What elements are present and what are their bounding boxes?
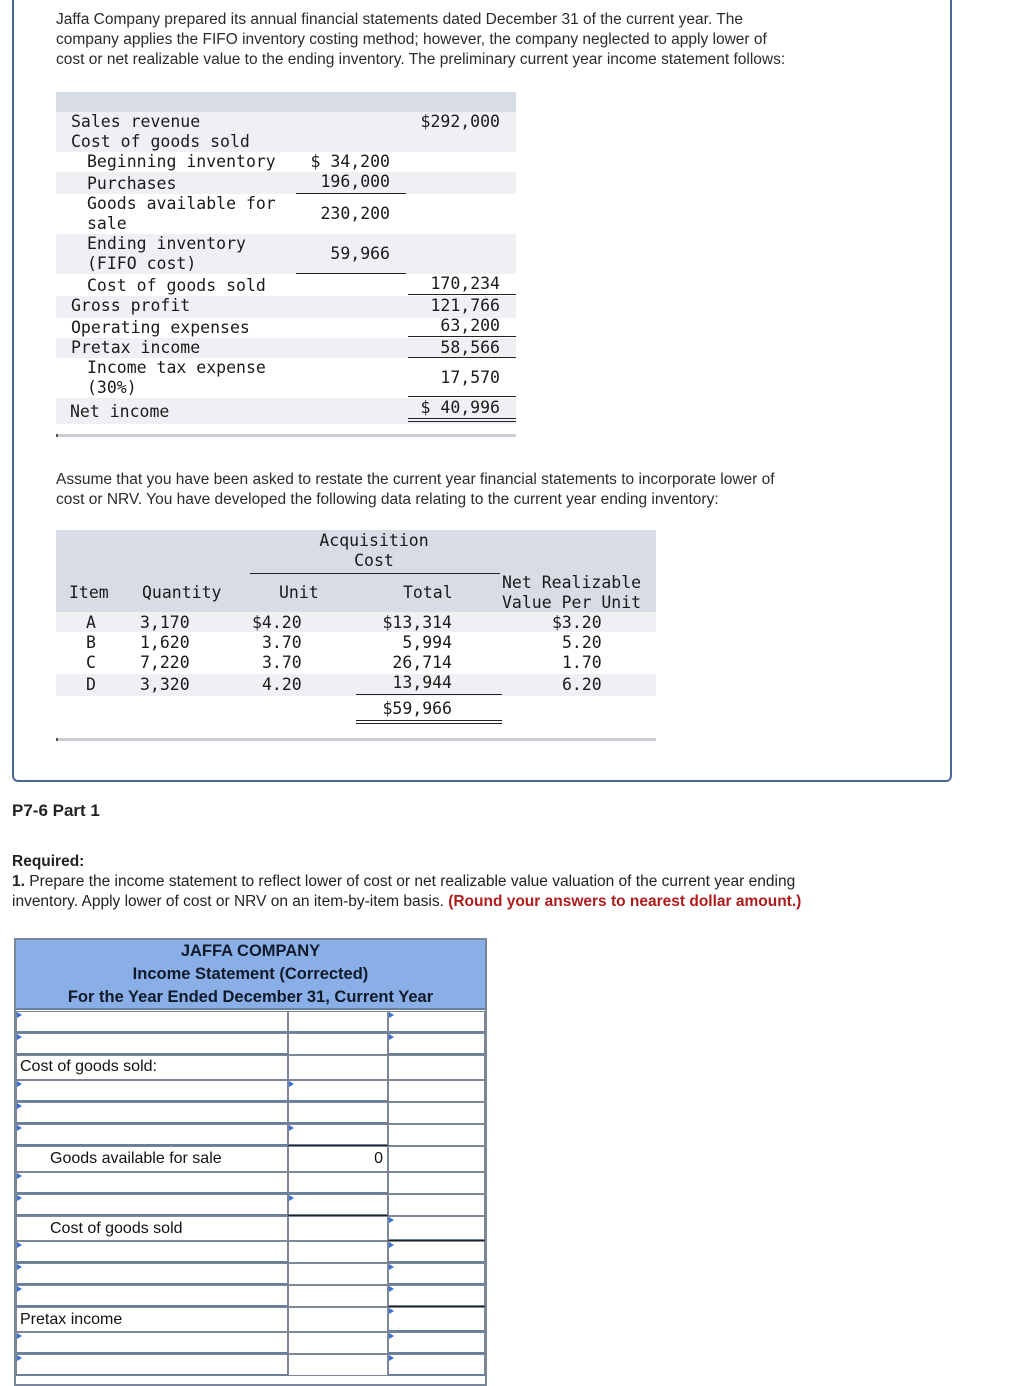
amount-input[interactable] [388,1011,485,1033]
amount-cell [288,1241,388,1263]
goods-available-value: 230,200 [320,204,390,223]
amount-cell [288,1216,388,1241]
row-unit: $4.20 [252,613,302,632]
ending-inventory-value: 59,966 [330,244,390,263]
amount-input[interactable] [288,1102,388,1124]
row-unit: 3.70 [262,653,302,672]
col-unit-header: Unit [279,583,319,602]
row-quantity: 7,220 [140,653,190,672]
col-total-header: Total [403,583,453,602]
cogs-subtotal-label: Cost of goods sold [87,276,266,295]
cogs-total-input[interactable] [388,1216,485,1241]
row-quantity: 3,320 [140,675,190,694]
statement-title: Income Statement (Corrected) [132,965,369,983]
amount-input[interactable] [388,1263,485,1285]
amount-cell [388,1146,485,1172]
acq-cost-header-1: Acquisition [319,531,429,550]
pretax-income-label: Pretax income [20,1311,123,1328]
dropdown-marker-icon [389,1012,394,1018]
assume-text: Assume that you have been asked to restate the current year financial statements to incorporate lower of cost or NRV. You have developed the following data relating to the current year ending inventory: [56,471,775,508]
horizontal-scrollbar[interactable] [56,434,516,437]
amount-input[interactable] [388,1241,485,1263]
row-unit: 4.20 [262,675,302,694]
dropdown-marker-icon [389,1034,394,1040]
amount-input[interactable] [288,1124,388,1146]
net-income-value: $ 40,996 [420,398,500,417]
dropdown-marker-icon [389,1286,394,1292]
form-header [16,940,485,1010]
col-nrv-header-2: Value Per Unit [502,593,642,612]
dropdown-marker-icon [289,1125,294,1131]
dropdown-marker-icon [17,1286,22,1292]
amount-input[interactable] [288,1172,388,1194]
amount-input[interactable] [288,1033,388,1055]
amount-cell [288,1055,388,1080]
grand-total: $59,966 [382,699,452,718]
amount-input[interactable] [388,1354,485,1376]
account-label-input[interactable] [16,1033,288,1055]
cogs-label: Cost of goods sold [71,132,250,151]
income-statement-form [14,938,487,1386]
gross-profit-value: 121,766 [430,296,500,315]
cogs-total-label: Cost of goods sold [50,1220,183,1237]
dropdown-marker-icon [17,1125,22,1131]
col-item-header: Item [69,583,109,602]
ending-inventory-label-1: Ending inventory [87,234,246,253]
amount-cell [288,1332,388,1354]
row-total: $13,314 [382,613,452,632]
pretax-income-input[interactable] [388,1307,485,1332]
pretax-income-label: Pretax income [71,338,201,357]
pretax-income-value: 58,566 [440,338,500,357]
account-label-input[interactable] [16,1332,288,1354]
operating-expenses-value: 63,200 [440,316,500,335]
col-nrv-header-1: Net Realizable [502,573,642,592]
account-label-input[interactable] [16,1285,288,1307]
row-nrv: 1.70 [562,653,602,672]
intro-text: Jaffa Company prepared its annual financial statements dated December 31 of the current year. The company applies the FIFO inventory costing method; however, the company neglected to apply lower of cost or net realizable value to the ending inventory. The preliminary current year income statement follows: [56,11,786,68]
dropdown-marker-icon [17,1081,22,1087]
pretax-income-label-cell [16,1307,288,1332]
row-total: 13,944 [392,673,452,692]
goods-available-value: 0 [374,1150,383,1167]
sales-value: $292,000 [420,112,500,131]
goods-available-label-cell [16,1146,288,1172]
cogs-subtotal-value: 170,234 [430,274,500,293]
account-label-input[interactable] [16,1124,288,1146]
amount-cell [288,1307,388,1332]
row-nrv: 6.20 [562,675,602,694]
amount-cell [388,1102,485,1124]
income-tax-label-1: Income tax expense [87,358,266,377]
operating-expenses-label: Operating expenses [71,318,250,337]
dropdown-marker-icon [389,1242,394,1248]
part-heading: P7-6 Part 1 [12,801,100,820]
row-quantity: 3,170 [140,613,190,632]
sales-label: Sales revenue [71,112,201,131]
purchases-value: 196,000 [320,172,390,191]
purchases-label: Purchases [87,174,177,193]
amount-input[interactable] [388,1332,485,1354]
dropdown-marker-icon [389,1217,394,1223]
dropdown-marker-icon [17,1195,22,1201]
beginning-inventory-value: $ 34,200 [310,152,390,171]
account-label-input[interactable] [16,1194,288,1216]
row-total: 5,994 [402,633,452,652]
amount-input[interactable] [388,1285,485,1307]
income-tax-label-2: (30%) [87,378,137,397]
required-text: Required: 1. Prepare the income statement to reflect lower of cost or net realizable value valuation of the current year ending inventory. Apply lower of cost or NRV on an item-by-item basis. (Round your answers to nearest dollar amount.) [12,853,802,910]
dropdown-marker-icon [17,1034,22,1040]
row-nrv: $3.20 [552,613,602,632]
account-label-input[interactable] [16,1354,288,1376]
horizontal-scrollbar[interactable] [56,738,656,741]
dropdown-marker-icon [17,1242,22,1248]
goods-available-label-2: sale [87,214,127,233]
row-nrv: 5.20 [562,633,602,652]
account-label-input[interactable] [16,1263,288,1285]
account-label-input[interactable] [16,1172,288,1194]
dropdown-marker-icon [17,1333,22,1339]
income-tax-value: 17,570 [440,368,500,387]
amount-cell [288,1263,388,1285]
dropdown-marker-icon [289,1195,294,1201]
cogs-section-label: Cost of goods sold: [20,1058,157,1075]
account-label-input[interactable] [16,1102,288,1124]
row-total: 26,714 [392,653,452,672]
amount-input[interactable] [288,1080,388,1102]
dropdown-marker-icon [17,1103,22,1109]
dropdown-marker-icon [17,1355,22,1361]
statement-period: For the Year Ended December 31, Current Year [67,988,434,1006]
row-item: B [86,633,96,652]
row-item: C [86,653,96,672]
net-income-label: Net income [70,402,170,421]
dropdown-marker-icon [389,1333,394,1339]
dropdown-marker-icon [17,1173,22,1179]
row-unit: 3.70 [262,633,302,652]
row-item: D [86,675,96,694]
account-label-input[interactable] [16,1080,288,1102]
amount-cell [388,1172,485,1194]
beginning-inventory-label: Beginning inventory [87,152,276,171]
amount-input[interactable] [388,1033,485,1055]
cogs-total-label-cell [16,1216,288,1241]
amount-cell [388,1194,485,1216]
ending-inventory-label-2: (FIFO cost) [87,254,197,273]
gross-profit-label: Gross profit [71,296,191,315]
dropdown-marker-icon [289,1081,294,1087]
goods-available-label-1: Goods available for [87,194,276,213]
amount-cell [388,1055,485,1080]
amount-cell [388,1080,485,1102]
dropdown-marker-icon [389,1355,394,1361]
dropdown-marker-icon [389,1264,394,1270]
goods-available-total [288,1146,388,1172]
amount-cell [288,1354,388,1376]
col-quantity-header: Quantity [142,583,222,602]
account-label-input[interactable] [16,1011,288,1033]
cogs-section-label-cell [16,1055,288,1080]
goods-available-label: Goods available for sale [50,1150,222,1167]
dropdown-marker-icon [389,1308,394,1314]
account-label-input[interactable] [16,1241,288,1263]
dropdown-marker-icon [17,1012,22,1018]
amount-input[interactable] [288,1194,388,1216]
company-name: JAFFA COMPANY [180,942,321,960]
amount-cell [388,1124,485,1146]
row-quantity: 1,620 [140,633,190,652]
acq-cost-header-2: Cost [354,551,394,570]
row-item: A [86,613,96,632]
amount-input[interactable] [288,1011,388,1033]
amount-cell [288,1285,388,1307]
dropdown-marker-icon [17,1264,22,1270]
